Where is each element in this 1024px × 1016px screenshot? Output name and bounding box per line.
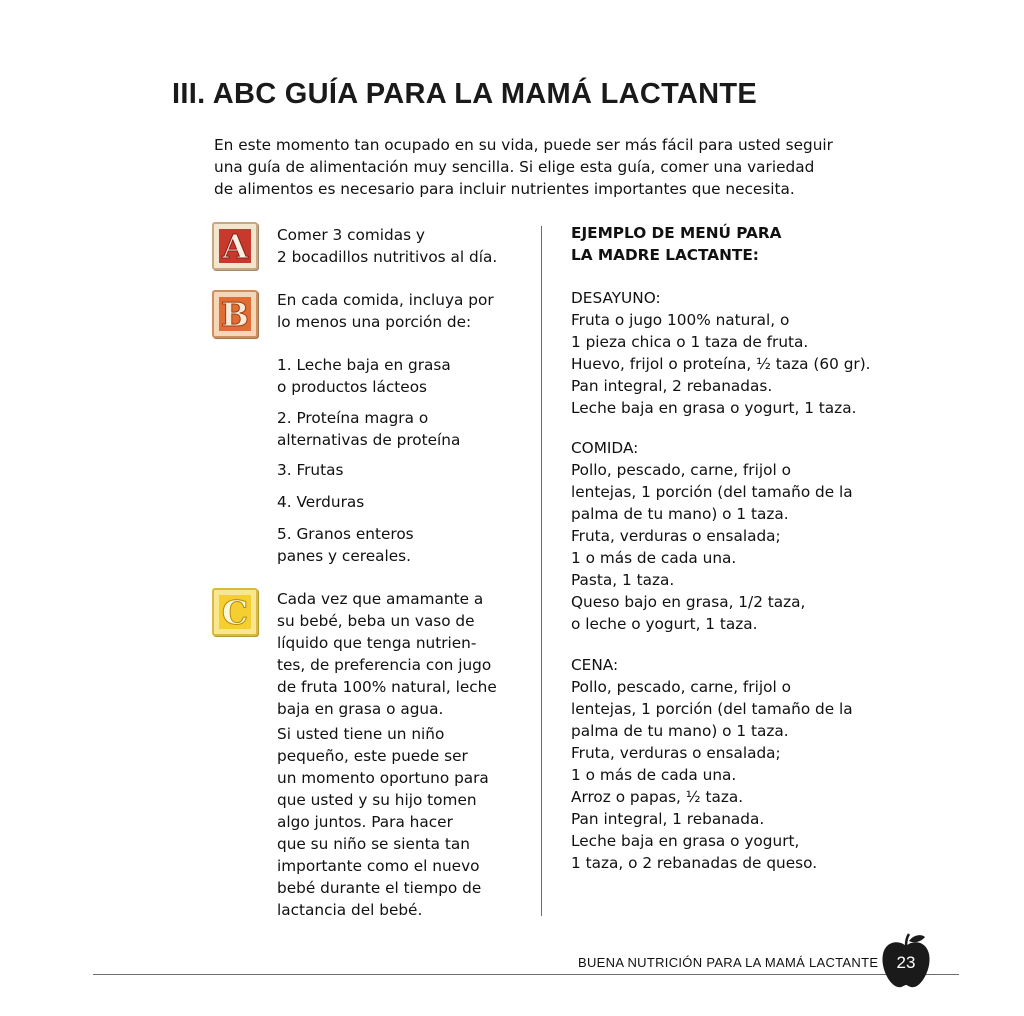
item-c2-line: lactancia del bebé. xyxy=(277,901,423,919)
food-group-3 xyxy=(277,459,343,481)
intro-paragraph xyxy=(214,134,914,200)
intro-line: una guía de alimentación muy sencilla. Si elige esta guía, comer una variedad xyxy=(214,158,815,176)
food-group-line: 4. Verduras xyxy=(277,493,365,511)
comida-label: COMIDA: xyxy=(571,439,639,457)
block-a-letter: A xyxy=(219,229,251,263)
food-group-5 xyxy=(277,523,414,567)
item-a-text xyxy=(277,224,497,268)
comida-line: palma de tu mano) o 1 taza. xyxy=(571,505,789,523)
food-group-line: 2. Proteína magra o xyxy=(277,409,429,427)
item-a-line: Comer 3 comidas y xyxy=(277,226,425,244)
comida-line: Fruta, verduras o ensalada; xyxy=(571,527,781,545)
item-c2-line: bebé durante el tiempo de xyxy=(277,879,482,897)
cena-line: palma de tu mano) o 1 taza. xyxy=(571,722,789,740)
block-c-letter: C xyxy=(219,595,251,629)
item-c-line: de fruta 100% natural, leche xyxy=(277,678,497,696)
column-divider xyxy=(541,226,542,916)
desayuno-line: 1 pieza chica o 1 taza de fruta. xyxy=(571,333,809,351)
menu-heading-line: LA MADRE LACTANTE: xyxy=(571,246,759,264)
block-a-icon xyxy=(212,222,258,270)
comida-section xyxy=(571,437,853,635)
comida-line: Pollo, pescado, carne, frijol o xyxy=(571,461,791,479)
page-title: III. ABC GUÍA PARA LA MAMÁ LACTANTE xyxy=(172,78,758,110)
food-group-4 xyxy=(277,491,364,513)
item-c-line: baja en grasa o agua. xyxy=(277,700,444,718)
food-group-line: alternativas de proteína xyxy=(277,431,461,449)
item-b-line: lo menos una porción de: xyxy=(277,313,472,331)
cena-label: CENA: xyxy=(571,656,619,674)
food-group-line: 1. Leche baja en grasa xyxy=(277,356,451,374)
item-c-text xyxy=(277,588,497,720)
comida-line: Pasta, 1 taza. xyxy=(571,571,675,589)
item-c2-line: un momento oportuno para xyxy=(277,769,489,787)
menu-heading xyxy=(571,222,782,266)
item-a-line: 2 bocadillos nutritivos al día. xyxy=(277,248,498,266)
desayuno-label: DESAYUNO: xyxy=(571,289,661,307)
item-b-text xyxy=(277,289,494,333)
desayuno-line: Leche baja en grasa o yogurt, 1 taza. xyxy=(571,399,857,417)
desayuno-line: Fruta o jugo 100% natural, o xyxy=(571,311,790,329)
item-c-line: líquido que tenga nutrien- xyxy=(277,634,477,652)
cena-section xyxy=(571,654,853,874)
cena-line: Pollo, pescado, carne, frijol o xyxy=(571,678,791,696)
footer-title: BUENA NUTRICIÓN PARA LA MAMÁ LACTANTE xyxy=(578,955,879,970)
food-group-line: panes y cereales. xyxy=(277,547,411,565)
comida-line: lentejas, 1 porción (del tamaño de la xyxy=(571,483,853,501)
block-c-icon xyxy=(212,588,258,636)
intro-line: En este momento tan ocupado en su vida, puede ser más fácil para usted seguir xyxy=(214,136,833,154)
food-group-line: 5. Granos enteros xyxy=(277,525,414,543)
food-group-2 xyxy=(277,407,460,451)
item-c2-line: algo juntos. Para hacer xyxy=(277,813,453,831)
cena-line: Leche baja en grasa o yogurt, xyxy=(571,832,800,850)
cena-line: 1 taza, o 2 rebanadas de queso. xyxy=(571,854,818,872)
item-c2-line: importante como el nuevo xyxy=(277,857,480,875)
item-c-line: su bebé, beba un vaso de xyxy=(277,612,475,630)
item-b-line: En cada comida, incluya por xyxy=(277,291,494,309)
item-c2-line: Si usted tiene un niño xyxy=(277,725,445,743)
comida-line: Queso bajo en grasa, 1/2 taza, xyxy=(571,593,806,611)
cena-line: Fruta, verduras o ensalada; xyxy=(571,744,781,762)
desayuno-section xyxy=(571,287,871,419)
food-group-1 xyxy=(277,354,451,398)
cena-line: Arroz o papas, ½ taza. xyxy=(571,788,744,806)
item-c-line: tes, de preferencia con jugo xyxy=(277,656,492,674)
comida-line: 1 o más de cada una. xyxy=(571,549,737,567)
food-group-line: 3. Frutas xyxy=(277,461,344,479)
block-b-icon xyxy=(212,290,258,338)
menu-heading-line: EJEMPLO DE MENÚ PARA xyxy=(571,224,782,242)
food-group-line: o productos lácteos xyxy=(277,378,428,396)
comida-line: o leche o yogurt, 1 taza. xyxy=(571,615,758,633)
footer-rule xyxy=(93,974,959,975)
item-c-line: Cada vez que amamante a xyxy=(277,590,484,608)
item-c2-line: pequeño, este puede ser xyxy=(277,747,468,765)
item-c2-line: que usted y su hijo tomen xyxy=(277,791,477,809)
desayuno-line: Huevo, frijol o proteína, ½ taza (60 gr). xyxy=(571,355,871,373)
cena-line: 1 o más de cada una. xyxy=(571,766,737,784)
cena-line: Pan integral, 1 rebanada. xyxy=(571,810,765,828)
page-number: 23 xyxy=(896,953,916,972)
cena-line: lentejas, 1 porción (del tamaño de la xyxy=(571,700,853,718)
desayuno-line: Pan integral, 2 rebanadas. xyxy=(571,377,773,395)
item-c2-text xyxy=(277,723,489,921)
item-c2-line: que su niño se sienta tan xyxy=(277,835,470,853)
intro-line: de alimentos es necesario para incluir nutrientes importantes que necesita. xyxy=(214,180,795,198)
block-b-letter: B xyxy=(219,297,251,331)
